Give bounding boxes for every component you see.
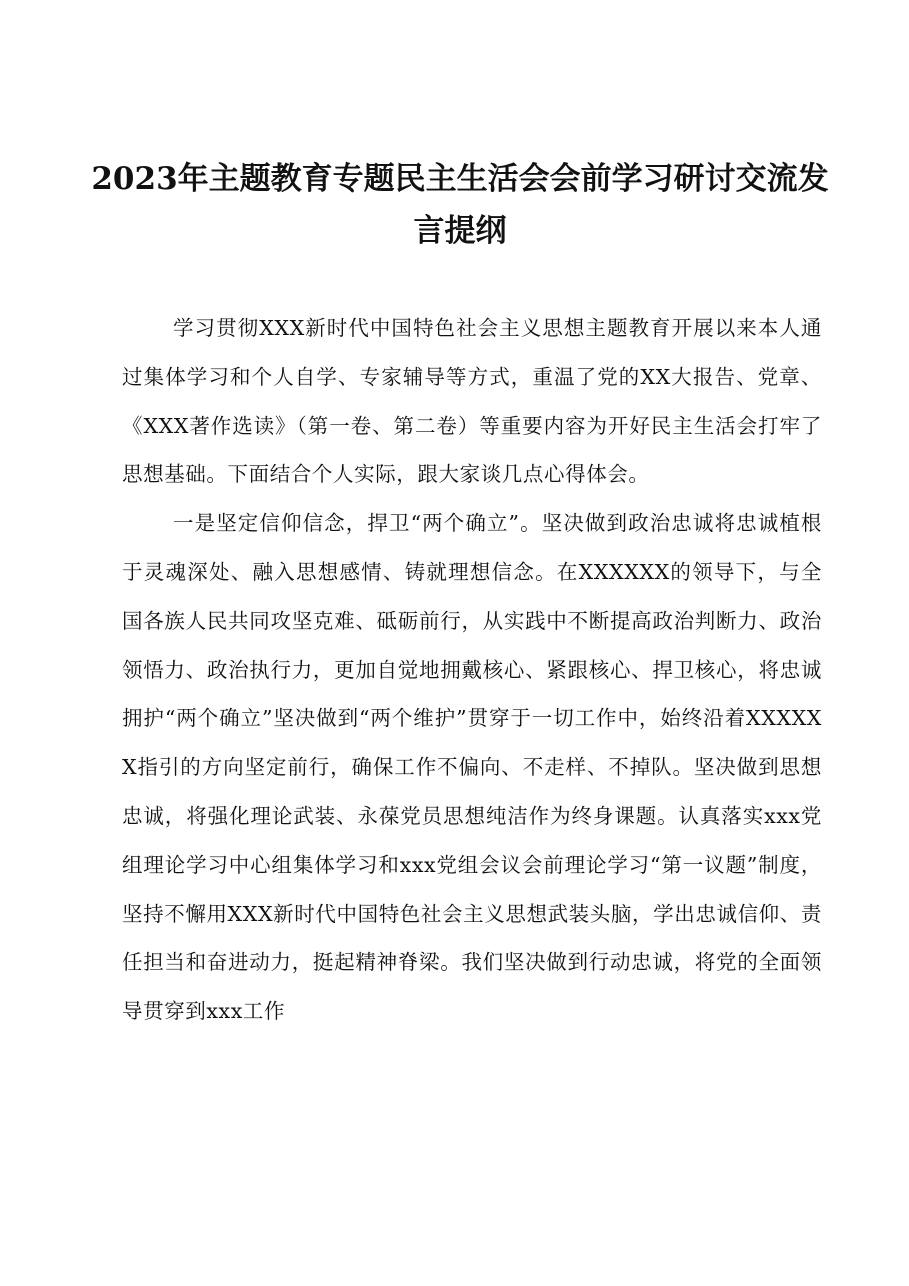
document-title: 2023年主题教育专题民主生活会会前学习研讨交流发言提纲 — [91, 161, 829, 249]
paragraph-intro: 学习贯彻XXX新时代中国特色社会主义思想主题教育开展以来本人通过集体学习和个人自学、专家辅导等方式，重温了党的XX大报告、党章、《XXX著作选读》（第一卷、第二卷）等重要内容为开好民主生活会打牢了思想基础。下面结合个人实际，跟大家谈几点心得体会。 — [122, 316, 822, 487]
paragraph-point-one: 一是坚定信仰信念，捍卫“两个确立”。坚决做到政治忠诚将忠诚植根于灵魂深处、融入思想感情、铸就理想信念。在XXXXXX的领导下，与全国各族人民共同攻坚克难、砥砺前行，从实践中不断提高政治判断力、政治领悟力、政治执行力，更加自觉地拥戴核心、紧跟核心、捍卫核心，将忠诚拥护“两个确立”坚决做到“两个维护”贯穿于一切工作中，始终沿着XXXXXX指引的方向坚定前行，确保工作不偏向、不走样、不掉队。坚决做到思想忠诚，将强化理论武装、永葆党员思想纯洁作为终身课题。认真落实xxx党组理论学习中心组集体学习和xxx党组会议会前理论学习“第一议题”制度，坚持不懈用XXX新时代中国特色社会主义思想武装头脑，学出忠诚信仰、责任担当和奋进动力，挺起精神脊梁。我们坚决做到行动忠诚，将党的全面领导贯穿到xxx工作 — [122, 511, 822, 1024]
document-body — [122, 304, 822, 1036]
